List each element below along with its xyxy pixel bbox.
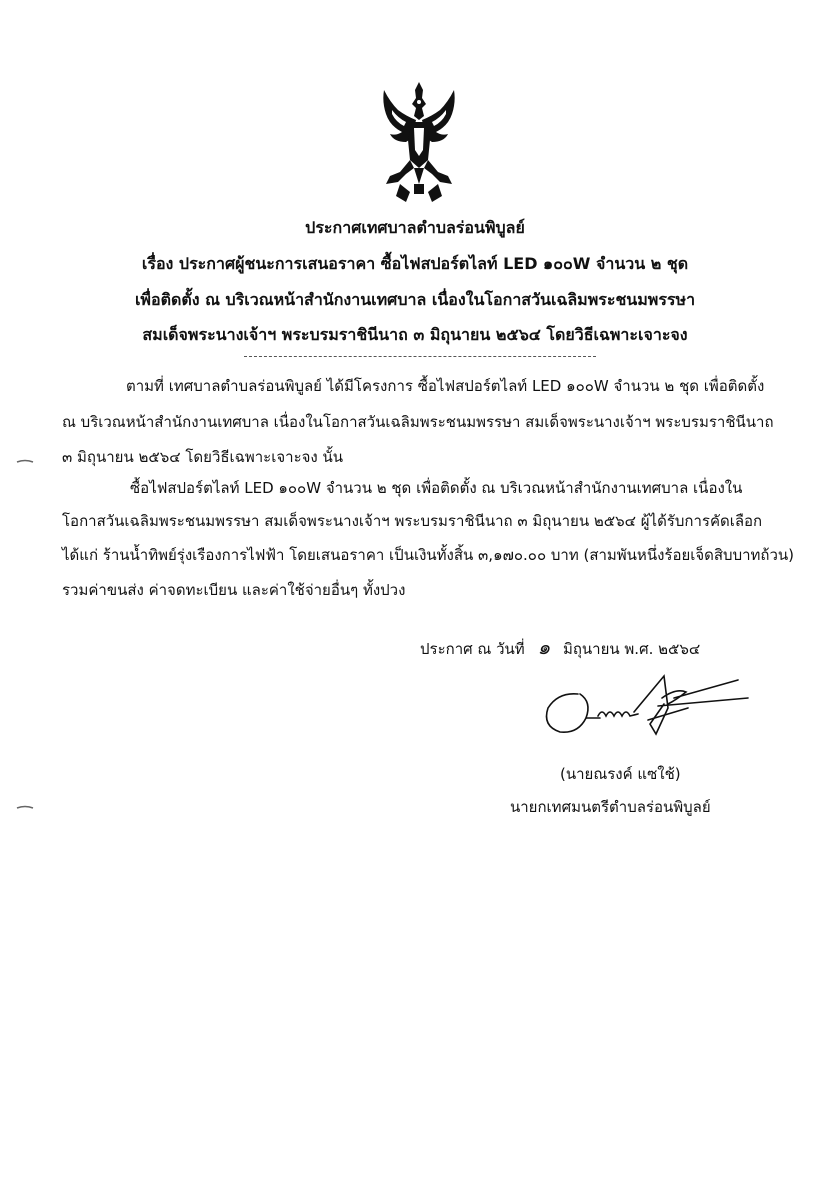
paragraph-2-line-1: ซื้อไฟสปอร์ตไลท์ LED ๑๐๐W จำนวน ๒ ชุด เพื่อติดตั้ง ณ บริเวณหน้าสำนักงานเทศบาล เนื่องใน [130,479,743,497]
date-prefix: ประกาศ ณ วันที่ [420,640,525,658]
announcement-subject-line-3: สมเด็จพระนางเจ้าฯ พระบรมราชินีนาถ ๓ มิถุนายน ๒๕๖๔ โดยวิธีเฉพาะเจาะจง [142,325,688,344]
handwritten-signature [538,668,768,748]
hole-punch-mark [16,804,34,810]
paragraph-1-line-3: ๓ มิถุนายน ๒๕๖๔ โดยวิธีเฉพาะเจาะจง นั้น [62,448,344,466]
signer-title: นายกเทศมนตรีตำบลร่อนพิบูลย์ [510,798,711,816]
paragraph-2-line-2: โอกาสวันเฉลิมพระชนมพรรษา สมเด็จพระนางเจ้าฯ พระบรมราชินีนาถ ๓ มิถุนายน ๒๕๖๔ ผู้ได้รับการคัดเลือก [62,512,763,530]
announcement-subject-line-2: เพื่อติดตั้ง ณ บริเวณหน้าสำนักงานเทศบาล เนื่องในโอกาสวันเฉลิมพระชนมพรรษา [134,290,696,309]
date-suffix: มิถุนายน พ.ศ. ๒๕๖๔ [562,640,701,658]
announcement-date [420,637,700,659]
announcement-org-title: ประกาศเทศบาลตำบลร่อนพิบูลย์ [305,218,525,237]
garuda-emblem [376,80,462,204]
paragraph-2-line-4: รวมค่าขนส่ง ค่าจดทะเบียน และค่าใช้จ่ายอื่นๆ ทั้งปวง [62,581,406,599]
paragraph-1-line-1: ตามที่ เทศบาลตำบลร่อนพิบูลย์ ได้มีโครงการ ซื้อไฟสปอร์ตไลท์ LED ๑๐๐W จำนวน ๒ ชุด เพื่อติดตั้ง [126,377,765,395]
paragraph-1-line-2: ณ บริเวณหน้าสำนักงานเทศบาล เนื่องในโอกาสวันเฉลิมพระชนมพรรษา สมเด็จพระนางเจ้าฯ พระบรมราชินีนาถ [62,413,774,431]
hole-punch-mark [16,458,34,464]
signer-name: (นายณรงค์ แซใช้) [560,765,681,783]
date-day: ๑ [537,635,551,659]
announcement-subject-line-1: เรื่อง ประกาศผู้ชนะการเสนอราคา ซื้อไฟสปอร์ตไลท์ LED ๑๐๐W จำนวน ๒ ชุด [141,254,689,273]
dashed-divider [244,356,596,357]
paragraph-2-line-3: ได้แก่ ร้านน้ำทิพย์รุ่งเรืองการไฟฟ้า โดยเสนอราคา เป็นเงินทั้งสิ้น ๓,๑๗๐.๐๐ บาท (สามพันหนึ่งร้อยเจ็ดสิบบาทถ้วน) [62,546,795,564]
